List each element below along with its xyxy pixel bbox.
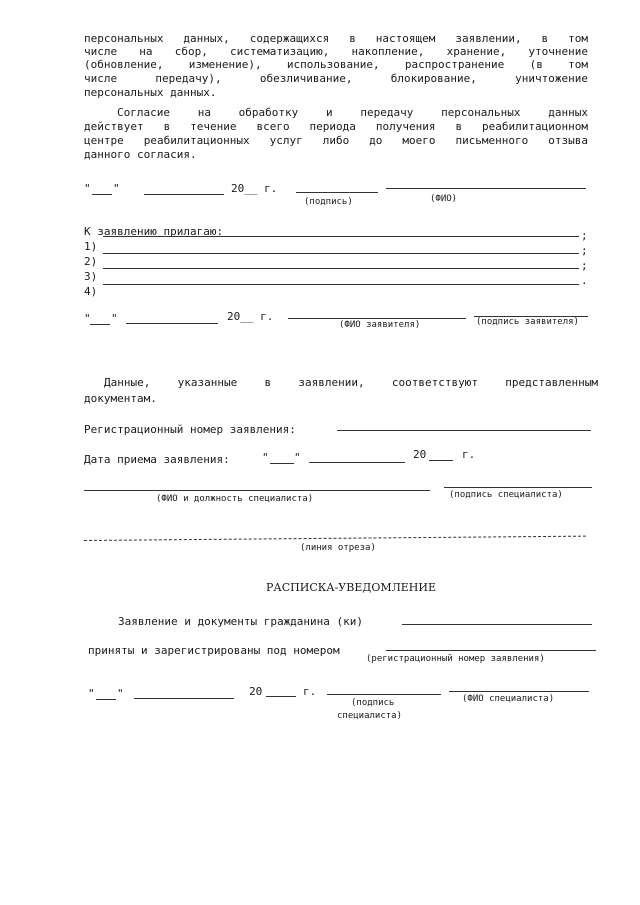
podpis-caption: (подпись (351, 698, 395, 708)
fio-caption: (ФИО специалиста) (462, 694, 555, 704)
year-field[interactable] (429, 460, 453, 461)
receipt-title: РАСПИСКА-УВЕДОМЛЕНИЕ (266, 581, 437, 594)
validity-line: действует в течение всего периода получения в реабилитационном (84, 120, 588, 133)
day-field[interactable] (96, 699, 116, 700)
quote-open: " (262, 451, 269, 464)
spec-fio-caption: (ФИО и должность специалиста) (156, 494, 314, 504)
month-field[interactable] (144, 194, 224, 195)
consent-line: персональных данных. (84, 86, 217, 99)
verification-line: документам. (84, 392, 157, 405)
attachment-num: 4) (84, 285, 98, 298)
reg-number-caption: (регистрационный номер заявления) (366, 654, 545, 664)
attachment-end: . (581, 274, 588, 287)
attachment-num: 1) (84, 240, 98, 253)
month-field[interactable] (126, 323, 218, 324)
attachment-end: ; (581, 244, 588, 257)
year-field[interactable] (266, 696, 296, 697)
spec-fio-field[interactable] (449, 691, 589, 692)
month-field[interactable] (309, 462, 405, 463)
quote-open: " (88, 687, 95, 700)
quote-close: " (113, 182, 120, 195)
attachment-num: 3) (84, 270, 98, 283)
year-label: 20 (413, 448, 427, 461)
receipt-line: приняты и зарегистрированы под номером (88, 644, 340, 657)
attachment-field[interactable] (103, 284, 579, 285)
quote-close: " (111, 312, 118, 325)
attachment-field[interactable] (103, 268, 579, 269)
fio-caption: (ФИО заявителя) (339, 320, 421, 330)
citizen-name-field[interactable] (402, 624, 592, 625)
cut-line (84, 536, 586, 541)
attachment-field[interactable] (103, 236, 579, 237)
reg-number-field[interactable] (337, 430, 591, 431)
date-label: Дата приема заявления: (84, 453, 230, 466)
signature-field[interactable] (296, 192, 378, 193)
year-label: 20 (249, 685, 263, 698)
consent-line: персональных данных, содержащихся в настоящем заявлении, в том (84, 32, 588, 45)
podpis-caption: специалиста) (337, 711, 403, 721)
quote-close: " (294, 451, 301, 464)
day-field[interactable] (90, 324, 110, 325)
reg-number-label: Регистрационный номер заявления: (84, 423, 296, 436)
attachments-heading: К заявлению прилагаю: (84, 225, 224, 238)
day-field[interactable] (92, 194, 112, 195)
quote-close: " (117, 687, 124, 700)
validity-line: Согласие на обработку и передачу персональных данных (117, 106, 588, 119)
attachment-num: 2) (84, 255, 98, 268)
spec-podpis-caption: (подпись специалиста) (449, 490, 563, 500)
attachment-end: ; (581, 229, 588, 242)
receipt-line: Заявление и документы гражданина (ки) (118, 615, 364, 628)
quote-open: " (84, 182, 91, 195)
verification-line: Данные, указанные в заявлении, соответствуют представленным (104, 376, 598, 389)
validity-line: данного согласия. (84, 148, 197, 161)
cut-line-caption: (линия отреза) (300, 543, 376, 553)
year-label: 20__ г. (231, 182, 278, 195)
year-g: г. (462, 448, 476, 461)
consent-line: числе передачу), обезличивание, блокирование, уничтожение (84, 72, 588, 85)
year-label: 20__ г. (227, 310, 274, 323)
spec-fio-field[interactable] (84, 490, 430, 491)
spec-signature-field[interactable] (444, 487, 592, 488)
month-field[interactable] (134, 698, 234, 699)
spec-signature-field[interactable] (327, 694, 441, 695)
attachment-field[interactable] (103, 253, 579, 254)
podpis-caption: (подпись заявителя) (476, 317, 579, 327)
validity-line: центре реабилитационных услуг либо до моего письменного отзыва (84, 134, 588, 147)
fio-caption: (ФИО) (430, 194, 458, 204)
day-field[interactable] (270, 463, 294, 464)
year-g: г. (303, 685, 317, 698)
consent-line: числе на сбор, систематизацию, накопление, хранение, уточнение (84, 45, 588, 58)
fio-field[interactable] (386, 188, 586, 189)
podpis-caption: (подпись) (304, 197, 353, 207)
attachment-end: ; (581, 259, 588, 272)
fio-field[interactable] (288, 318, 466, 319)
receipt-reg-number-field[interactable] (386, 650, 596, 651)
consent-line: (обновление, изменение), использование, распространение (в том (84, 58, 588, 71)
quote-open: " (84, 312, 91, 325)
